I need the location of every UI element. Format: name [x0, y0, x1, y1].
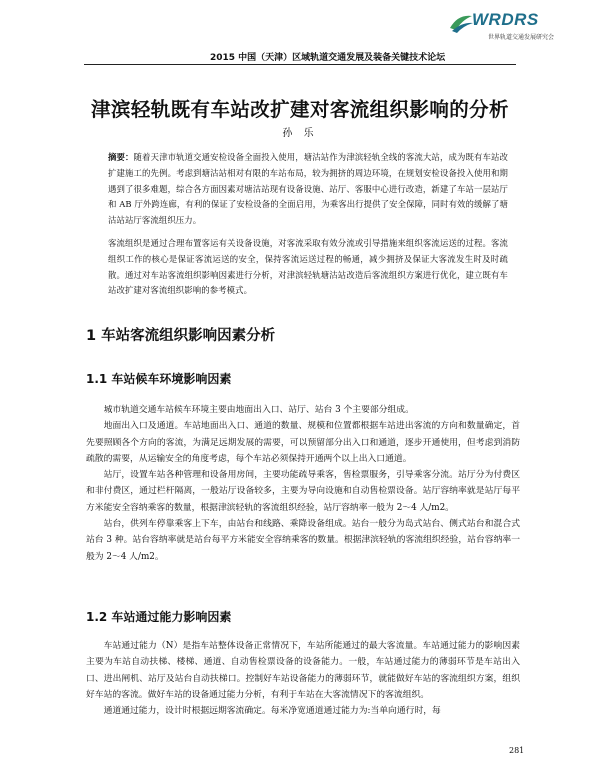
subsection-body — [86, 402, 520, 565]
body-paragraph: 城市轨道交通车站候车环境主要由地面出入口、站厅、站台 3 个主要部分组成。 — [103, 405, 414, 415]
abstract-paragraph — [108, 150, 508, 229]
subsection-heading: 1.2 车站通过能力影响因素 — [86, 610, 232, 624]
abstract-text: 随着天津市轨道交通安检设备全面投入使用，塘沽站作为津滨轻轨全线的客流大站，成为既有车站改扩建施工的先例。考虑到塘沽站相对有限的车站布局，较为拥挤的周边环境，在规划安检设备投入使用和期遇到了很多难题，综合各方面因素对塘沽站现有设备设施、站厅、客服中心进行改造，新建了车站一层站厅和 AB 厅外跨连廊，有利的保证了安检设备的全面启用，为乘客出行提供了安全保障，同时有效的缓解了塘沽站站厅客流组织压力。 — [108, 152, 508, 226]
logo-text: WRDRS — [472, 10, 539, 29]
page-number: 281 — [509, 746, 525, 755]
section-heading: 1 车站客流组织影响因素分析 — [86, 328, 276, 344]
logo-swoosh-icon — [448, 12, 474, 34]
article-title: 津滨轻轨既有车站改扩建对客流组织影响的分析 — [91, 98, 509, 121]
abstract-label: 摘要： — [108, 152, 134, 162]
subsection-body — [86, 638, 520, 719]
wrdrs-logo — [448, 10, 558, 44]
body-paragraph: 站台，供列车停靠乘客上下车，由站台和线路、乘降设备组成。站台一般分为岛式站台、侧式站台和混合式站台 3 种。站台容纳率就是站台每平方米能安全容纳乘客的数量。根据津滨轻轨的客流组织经验，站台容纳率一般为 2～4 人/m2。 — [86, 519, 520, 562]
header-divider — [84, 64, 516, 65]
body-paragraph: 车站通过能力（N）是指车站整体设备正常情况下，车站所能通过的最大客流量。车站通过能力的影响因素主要为车站自动扶梯、楼梯、通道、自动售检票设备的设备能力。一般，车站通过能力的薄弱环节是车站出入口、进出闸机、站厅及站台自动扶梯口。控制好车站设备能力的薄弱环节，就能做好车站的客流组织方案，组织好车站的客流。做好车站的设备通过能力分析，有利于车站在大客流情况下的客流组织。 — [86, 641, 520, 700]
body-paragraph: 站厅，设置车站各种管理和设备用房间，主要功能疏导乘客，售检票服务，引导乘客分流。站厅分为付费区和非付费区，通过栏杆隔离，一般站厅设备较多，主要为导向设施和自动售检票设备。站厅容纳率就是站厅每平方米能安全容纳乘客的数量，根据津滨轻轨的客流组织经验，站厅容纳率一般为 2～4 人/m2。 — [86, 470, 520, 513]
article-author: 孙 乐 — [282, 128, 318, 139]
subsection-heading: 1.1 车站候车环境影响因素 — [86, 372, 232, 386]
body-paragraph: 通道通过能力，设计时根据远期客流确定。每米净宽通道通过能力为:当单向通行时，每 — [103, 706, 441, 717]
conference-title: 2015 中国（天津）区域轨道交通发展及装备关键技术论坛 — [210, 53, 446, 63]
body-paragraph: 地面出入口及通道。车站地面出入口、通道的数量、规模和位置都根据车站进出客流的方向和数量确定，首先要照顾各个方向的客流，为满足远期发展的需要，可以预留部分出入口和通道，逐步开通使用，但考虑到消防疏散的需要，从运输安全的角度考虑，每个车站必须保持开通两个以上出入口通道。 — [86, 421, 520, 464]
logo-subtitle: 世界轨道交通发展研究会 — [488, 34, 555, 41]
abstract-paragraph-2: 客流组织是通过合理布置客运有关设备设施，对客流采取有效分流或引导措施来组织客流运送的过程。客流组织工作的核心是保证客流运送的安全，保持客流运送过程的畅通，减少拥挤及保证大客流发生时及时疏散。通过对车站客流组织影响因素进行分析，对津滨轻轨塘沽站改造后客流组织方案进行优化，建立既有车站改扩建对客流组织影响的参考模式。 — [108, 238, 508, 296]
